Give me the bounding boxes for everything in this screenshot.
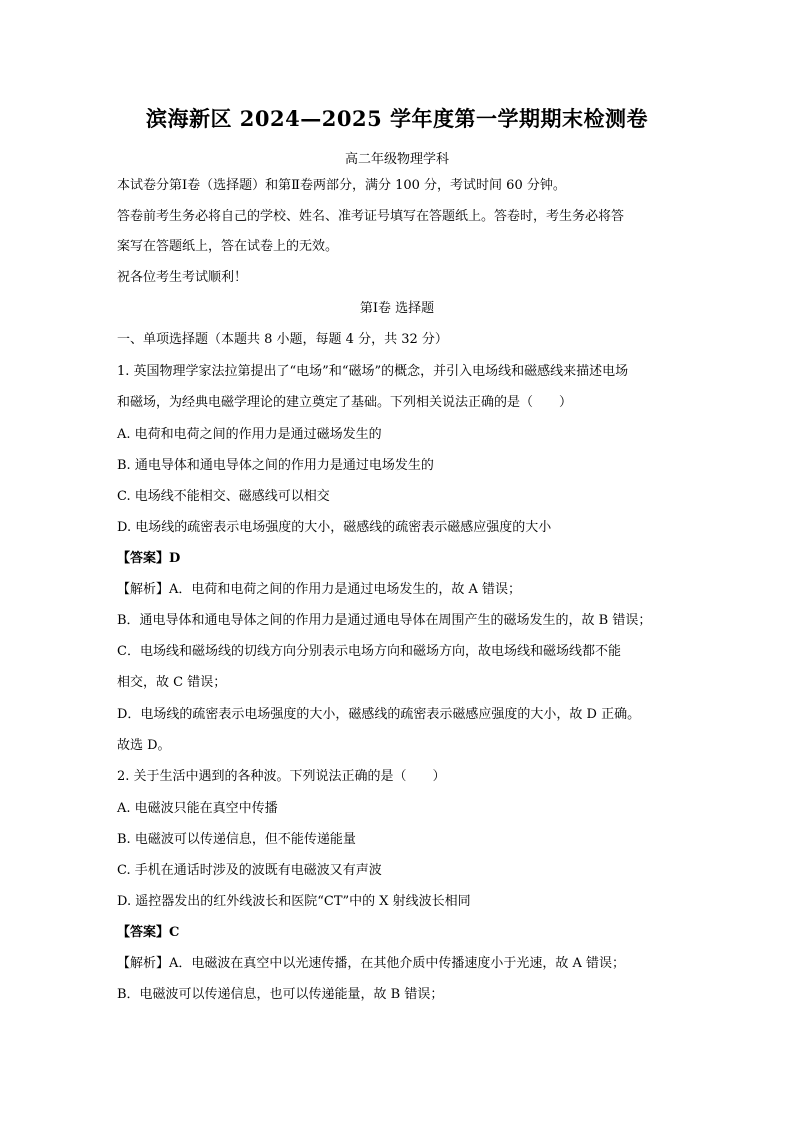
answer-label: 【答案】C (117, 925, 180, 940)
part-heading: 一、单项选择题（本题共 8 小题，每题 4 分，共 32 分） (117, 332, 448, 347)
analysis-line: 相交，故 C 错误； (117, 675, 227, 690)
page-title: 滨海新区 2024—2025 学年度第一学期期末检测卷 (145, 106, 648, 131)
intro-line: 祝各位考生考试顺利！ (117, 270, 248, 285)
option-c: C. 电场线不能相交、磁感线可以相交 (117, 489, 330, 504)
analysis-line: D．电场线的疏密表示电场强度的大小，磁感线的疏密表示磁感应强度的大小，故 D 正确。 (117, 707, 641, 722)
intro-line: 答卷前考生务必将自己的学校、姓名、准考证号填写在答题纸上。答卷时，考生务必将答 (117, 209, 625, 224)
answer-label: 【答案】D (117, 551, 181, 566)
question-stem: 和磁场，为经典电磁学理论的建立奠定了基础。下列相关说法正确的是（ ） (117, 395, 573, 410)
analysis-line: 【解析】A．电荷和电荷之间的作用力是通过电场发生的，故 A 错误； (117, 582, 522, 597)
page-subtitle: 高二年级物理学科 (344, 152, 449, 167)
option-d: D. 遥控器发出的红外线波长和医院“CT”中的 X 射线波长相同 (117, 894, 471, 909)
question-stem: 1. 英国物理学家法拉第提出了“电场”和“磁场”的概念，并引入电场线和磁感线来描述电场 (117, 364, 629, 379)
intro-line: 本试卷分第Ⅰ卷（选择题）和第Ⅱ卷两部分，满分 100 分，考试时间 60 分钟。 (117, 178, 566, 193)
option-b: B. 通电导体和通电导体之间的作用力是通过电场发生的 (117, 458, 434, 473)
analysis-line: B．通电导体和通电导体之间的作用力是通过通电导体在周围产生的磁场发生的，故 B 错误； (117, 613, 652, 628)
analysis-line: B．电磁波可以传递信息，也可以传递能量，故 B 错误； (117, 987, 444, 1002)
option-a: A. 电磁波只能在真空中传播 (117, 801, 278, 816)
analysis-line: 【解析】A．电磁波在真空中以光速传播，在其他介质中传播速度小于光速，故 A 错误； (117, 956, 626, 971)
option-a: A. 电荷和电荷之间的作用力是通过磁场发生的 (117, 427, 382, 442)
option-b: B. 电磁波可以传递信息，但不能传递能量 (117, 832, 356, 847)
section-title: 第Ⅰ卷 选择题 (359, 301, 435, 316)
analysis-line: 故选 D。 (117, 738, 171, 753)
intro-line: 案写在答题纸上，答在试卷上的无效。 (117, 239, 339, 254)
question-stem: 2. 关于生活中遇到的各种波。下列说法正确的是（ ） (117, 769, 446, 784)
analysis-line: C．电场线和磁场线的切线方向分别表示电场方向和磁场方向，故电场线和磁场线都不能 (117, 644, 621, 659)
option-c: C. 手机在通话时涉及的波既有电磁波又有声波 (117, 863, 382, 878)
option-d: D. 电场线的疏密表示电场强度的大小，磁感线的疏密表示磁感应强度的大小 (117, 520, 552, 535)
